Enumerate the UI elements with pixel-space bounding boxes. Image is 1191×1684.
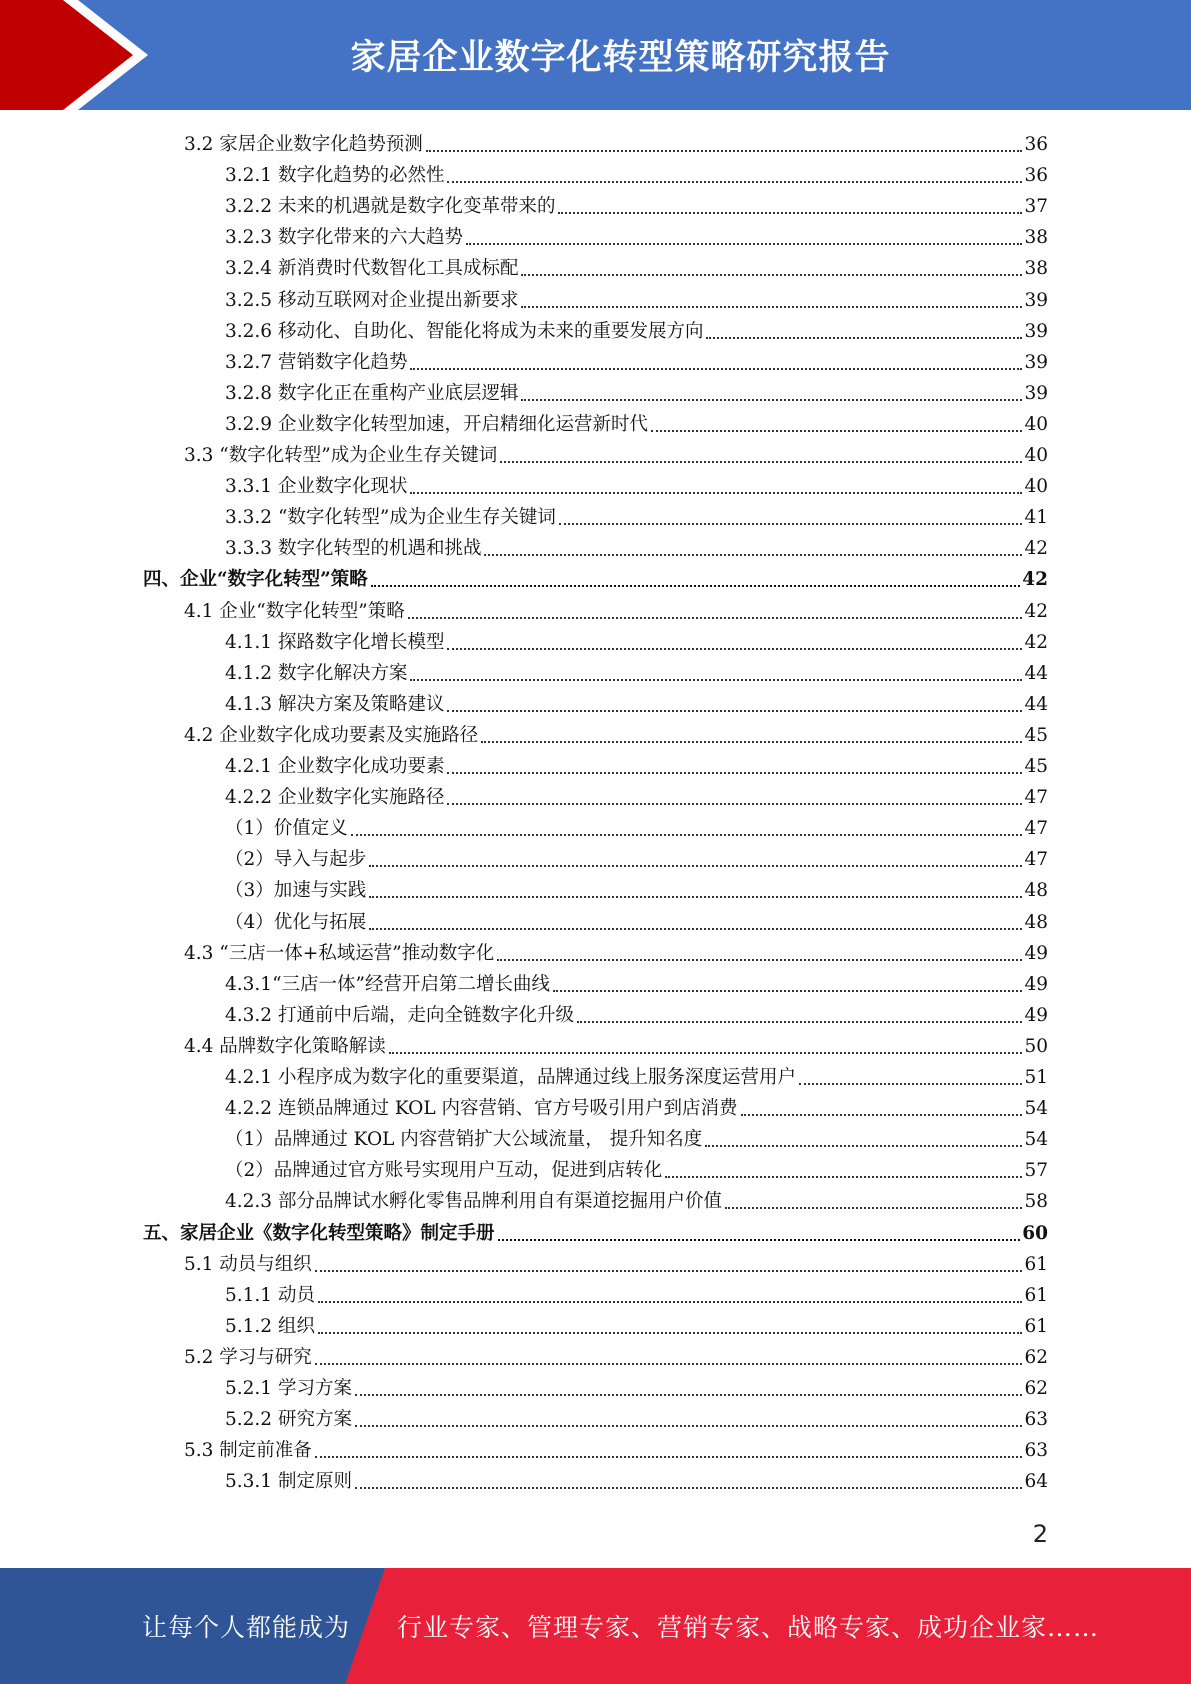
toc-leader-dots — [318, 1301, 1023, 1303]
toc-entry-label: 四、企业“数字化转型”策略 — [143, 569, 368, 591]
toc-entry-label: 3.3.2 “数字化转型”成为企业生存关键词 — [225, 507, 556, 529]
toc-leader-dots — [355, 1425, 1023, 1427]
toc-leader-dots — [481, 741, 1022, 743]
toc-entry[interactable] — [225, 1464, 1048, 1495]
toc-leader-dots — [389, 1052, 1023, 1054]
toc-leader-dots — [447, 181, 1022, 183]
toc-entry[interactable] — [225, 998, 1048, 1029]
toc-entry[interactable] — [225, 905, 1048, 936]
toc-entry[interactable] — [225, 873, 1048, 904]
header-arrow-decoration — [0, 0, 160, 110]
footer-slogan-right: 行业专家、管理专家、营销专家、战略专家、成功企业家…… — [397, 1613, 1100, 1642]
toc-leader-dots — [521, 274, 1022, 276]
toc-leader-dots — [315, 1363, 1023, 1365]
toc-leader-dots — [559, 523, 1023, 525]
toc-leader-dots — [408, 617, 1023, 619]
toc-entry-page: 60 — [1022, 1222, 1048, 1244]
toc-entry[interactable] — [184, 1247, 1048, 1278]
toc-entry[interactable] — [225, 345, 1048, 376]
toc-entry-page: 42 — [1024, 538, 1048, 560]
toc-entry[interactable] — [184, 1433, 1048, 1464]
toc-entry[interactable] — [225, 1371, 1048, 1402]
toc-entry-label: 3.2.1 数字化趋势的必然性 — [225, 165, 445, 187]
toc-entry-label: 5.3 制定前准备 — [184, 1440, 312, 1462]
toc-leader-dots — [553, 990, 1022, 992]
toc-entry[interactable] — [225, 1278, 1048, 1309]
toc-entry-label: 5.1.1 动员 — [225, 1284, 315, 1306]
toc-entry[interactable] — [184, 438, 1048, 469]
toc-entry-page: 54 — [1024, 1129, 1048, 1151]
toc-entry-label: （1）价值定义 — [225, 818, 348, 840]
toc-entry[interactable] — [225, 251, 1048, 282]
toc-entry-label: （2）导入与起步 — [225, 849, 367, 871]
toc-entry-page: 63 — [1024, 1409, 1048, 1431]
toc-leader-dots — [369, 928, 1022, 930]
toc-entry-page: 45 — [1024, 724, 1048, 746]
toc-entry[interactable] — [225, 656, 1048, 687]
toc-entry[interactable] — [225, 1060, 1048, 1091]
toc-entry-page: 40 — [1024, 476, 1048, 498]
toc-leader-dots — [315, 1456, 1023, 1458]
toc-leader-dots — [447, 772, 1022, 774]
toc-leader-dots — [577, 1021, 1022, 1023]
toc-entry-label: 5.2 学习与研究 — [184, 1346, 312, 1368]
page-footer — [0, 1568, 1191, 1684]
toc-entry-page: 62 — [1024, 1378, 1048, 1399]
toc-leader-dots — [447, 648, 1022, 650]
toc-entry-label: 4.2.2 企业数字化实施路径 — [225, 787, 445, 809]
toc-leader-dots — [410, 368, 1022, 370]
toc-entry[interactable] — [225, 1184, 1048, 1215]
toc-entry-label: 3.2.6 移动化、自助化、智能化将成为未来的重要发展方向 — [225, 320, 704, 342]
toc-leader-dots — [355, 1394, 1023, 1396]
toc-entry-label: 4.2.3 部分品牌试水孵化零售品牌利用自有渠道挖掘用户价值 — [225, 1191, 722, 1213]
toc-leader-dots — [447, 710, 1022, 712]
toc-leader-dots — [665, 1176, 1022, 1178]
toc-entry[interactable] — [225, 283, 1048, 314]
toc-entry-page: 39 — [1024, 351, 1048, 373]
toc-leader-dots — [725, 1207, 1022, 1209]
footer-slogan-left: 让每个人都能成为 — [142, 1613, 351, 1642]
toc-entry[interactable] — [225, 158, 1048, 189]
toc-entry-label: 3.2.8 数字化正在重构产业底层逻辑 — [225, 382, 519, 404]
toc-entry-page: 40 — [1024, 413, 1048, 435]
toc-entry-page: 61 — [1024, 1284, 1048, 1306]
toc-leader-dots — [369, 896, 1022, 898]
toc-entry[interactable] — [225, 1153, 1048, 1184]
toc-entry-page: 49 — [1024, 1004, 1048, 1026]
toc-entry-page: 50 — [1024, 1035, 1048, 1057]
toc-entry[interactable] — [225, 220, 1048, 251]
toc-entry-label: 4.1.2 数字化解决方案 — [225, 662, 408, 684]
toc-entry-page: 54 — [1024, 1098, 1048, 1120]
toc-entry-label: 3.2.9 企业数字化转型加速，开启精细化运营新时代 — [225, 413, 648, 435]
toc-entry-label: 5.2.1 学习方案 — [225, 1378, 352, 1399]
toc-leader-dots — [799, 1083, 1022, 1085]
toc-entry-label: 4.1.3 解决方案及策略建议 — [225, 693, 445, 715]
toc-entry-page: 42 — [1022, 569, 1048, 591]
toc-entry[interactable] — [225, 1402, 1048, 1433]
toc-leader-dots — [484, 554, 1022, 556]
toc-entry-label: 3.3 “数字化转型”成为企业生存关键词 — [184, 445, 498, 466]
toc-leader-dots — [741, 1114, 1023, 1116]
toc-entry-label: 5.1.2 组织 — [225, 1315, 315, 1337]
toc-entry[interactable] — [225, 749, 1048, 780]
toc-entry-page: 49 — [1024, 942, 1048, 964]
toc-entry-label: 4.2.1 小程序成为数字化的重要渠道，品牌通过线上服务深度运营用户 — [225, 1067, 796, 1088]
toc-entry[interactable] — [225, 531, 1048, 562]
toc-entry[interactable] — [184, 594, 1048, 625]
page-number: 2 — [1032, 1520, 1048, 1548]
toc-entry-label: 3.2.5 移动互联网对企业提出新要求 — [225, 289, 519, 311]
toc-chapter-entry[interactable] — [143, 562, 1048, 593]
toc-entry-page: 63 — [1024, 1440, 1048, 1462]
toc-entry-page: 45 — [1024, 756, 1048, 777]
toc-entry[interactable] — [225, 625, 1048, 656]
toc-entry-label: 4.2.1 企业数字化成功要素 — [225, 756, 445, 777]
toc-entry-page: 38 — [1024, 227, 1048, 249]
toc-entry-label: 五、家居企业《数字化转型策略》制定手册 — [143, 1222, 495, 1244]
toc-entry-page: 37 — [1024, 196, 1048, 218]
toc-entry-page: 44 — [1024, 693, 1048, 715]
toc-entry-label: 3.2 家居企业数字化趋势预测 — [184, 134, 423, 155]
toc-entry-page: 64 — [1024, 1471, 1048, 1493]
toc-leader-dots — [369, 865, 1022, 867]
toc-leader-dots — [315, 1270, 1023, 1272]
toc-entry-page: 47 — [1024, 787, 1048, 809]
toc-leader-dots — [426, 150, 1023, 152]
toc-entry-page: 58 — [1024, 1191, 1048, 1213]
toc-entry[interactable] — [184, 1340, 1048, 1371]
toc-entry-label: 3.2.7 营销数字化趋势 — [225, 351, 408, 373]
toc-entry[interactable] — [184, 127, 1048, 158]
toc-leader-dots — [558, 212, 1022, 214]
toc-leader-dots — [410, 492, 1022, 494]
toc-entry-page: 62 — [1024, 1346, 1048, 1368]
toc-entry-page: 47 — [1024, 818, 1048, 840]
toc-entry-label: （3）加速与实践 — [225, 880, 367, 902]
toc-entry-label: 4.1 企业“数字化转型”策略 — [184, 600, 405, 622]
toc-entry-label: （4）优化与拓展 — [225, 911, 367, 933]
toc-entry[interactable] — [225, 687, 1048, 718]
toc-entry-page: 42 — [1024, 600, 1048, 622]
toc-entry-page: 51 — [1024, 1067, 1048, 1088]
toc-entry[interactable] — [225, 314, 1048, 345]
toc-entry-label: 3.2.2 未来的机遇就是数字化变革带来的 — [225, 196, 556, 218]
toc-leader-dots — [521, 306, 1022, 308]
toc-entry-page: 49 — [1024, 973, 1048, 995]
toc-leader-dots — [651, 430, 1022, 432]
page-header — [0, 0, 1191, 110]
toc-entry[interactable] — [225, 780, 1048, 811]
toc-leader-dots — [351, 834, 1023, 836]
toc-entry-page: 39 — [1024, 289, 1048, 311]
toc-entry-label: （2）品牌通过官方账号实现用户互动，促进到店转化 — [225, 1160, 663, 1182]
toc-entry-page: 39 — [1024, 320, 1048, 342]
toc-leader-dots — [705, 1145, 1022, 1147]
toc-entry-label: 4.2 企业数字化成功要素及实施路径 — [184, 724, 479, 746]
toc-entry-page: 48 — [1024, 880, 1048, 902]
toc-entry-page: 61 — [1024, 1315, 1048, 1337]
toc-entry-page: 61 — [1024, 1253, 1048, 1275]
toc-entry-label: 4.3.1“三店一体”经营开启第二增长曲线 — [225, 973, 550, 995]
toc-entry[interactable] — [225, 811, 1048, 842]
toc-entry-label: 4.2.2 连锁品牌通过 KOL 内容营销、官方号吸引用户到店消费 — [225, 1098, 738, 1120]
toc-leader-dots — [355, 1487, 1023, 1489]
toc-entry[interactable] — [225, 842, 1048, 873]
toc-entry[interactable] — [225, 1122, 1048, 1153]
toc-entry[interactable] — [184, 718, 1048, 749]
toc-leader-dots — [447, 803, 1022, 805]
header-title: 家居企业数字化转型策略研究报告 — [350, 38, 891, 78]
toc-entry-label: 5.3.1 制定原则 — [225, 1471, 352, 1493]
toc-entry-page: 47 — [1024, 849, 1048, 871]
toc-leader-dots — [318, 1332, 1023, 1334]
toc-chapter-entry[interactable] — [143, 1216, 1048, 1247]
toc-entry-page: 39 — [1024, 382, 1048, 404]
toc-leader-dots — [410, 679, 1022, 681]
toc-entry[interactable] — [225, 500, 1048, 531]
toc-entry-label: 3.3.3 数字化转型的机遇和挑战 — [225, 538, 482, 560]
toc-leader-dots — [466, 243, 1022, 245]
toc-leader-dots — [371, 585, 1020, 587]
toc-leader-dots — [498, 1239, 1021, 1241]
toc-entry[interactable] — [225, 189, 1048, 220]
toc-entry[interactable] — [184, 936, 1048, 967]
toc-leader-dots — [500, 461, 1022, 463]
toc-leader-dots — [497, 959, 1022, 961]
toc-entry[interactable] — [225, 469, 1048, 500]
toc-entry-page: 36 — [1024, 165, 1048, 187]
toc-entry-label: 3.3.1 企业数字化现状 — [225, 476, 408, 498]
toc-entry-page: 38 — [1024, 258, 1048, 280]
toc-entry[interactable] — [225, 967, 1048, 998]
toc-entry-label: （1）品牌通过 KOL 内容营销扩大公域流量， 提升知名度 — [225, 1129, 703, 1151]
toc-entry-page: 42 — [1024, 631, 1048, 653]
toc-entry-label: 3.2.4 新消费时代数智化工具成标配 — [225, 258, 519, 280]
toc-entry-label: 3.2.3 数字化带来的六大趋势 — [225, 227, 463, 249]
toc-entry[interactable] — [225, 1091, 1048, 1122]
toc-entry-page: 41 — [1024, 507, 1048, 529]
toc-entry-label: 5.2.2 研究方案 — [225, 1409, 352, 1431]
toc-entry-page: 40 — [1024, 445, 1048, 466]
toc-entry-page: 36 — [1024, 134, 1048, 155]
toc-entry[interactable] — [225, 1309, 1048, 1340]
toc-entry-label: 4.1.1 探路数字化增长模型 — [225, 631, 445, 653]
toc-entry-page: 57 — [1024, 1160, 1048, 1182]
toc-leader-dots — [521, 399, 1022, 401]
toc-entry-page: 44 — [1024, 662, 1048, 684]
toc-entry[interactable] — [225, 407, 1048, 438]
toc-entry[interactable] — [184, 1029, 1048, 1060]
toc-entry-label: 4.3 “三店一体+私域运营”推动数字化 — [184, 942, 495, 964]
toc-entry[interactable] — [225, 376, 1048, 407]
toc-entry-page: 48 — [1024, 911, 1048, 933]
toc-entry-label: 5.1 动员与组织 — [184, 1253, 312, 1275]
toc-entry-label: 4.4 品牌数字化策略解读 — [184, 1035, 386, 1057]
toc-entry-label: 4.3.2 打通前中后端，走向全链数字化升级 — [225, 1004, 574, 1026]
toc-leader-dots — [706, 337, 1022, 339]
